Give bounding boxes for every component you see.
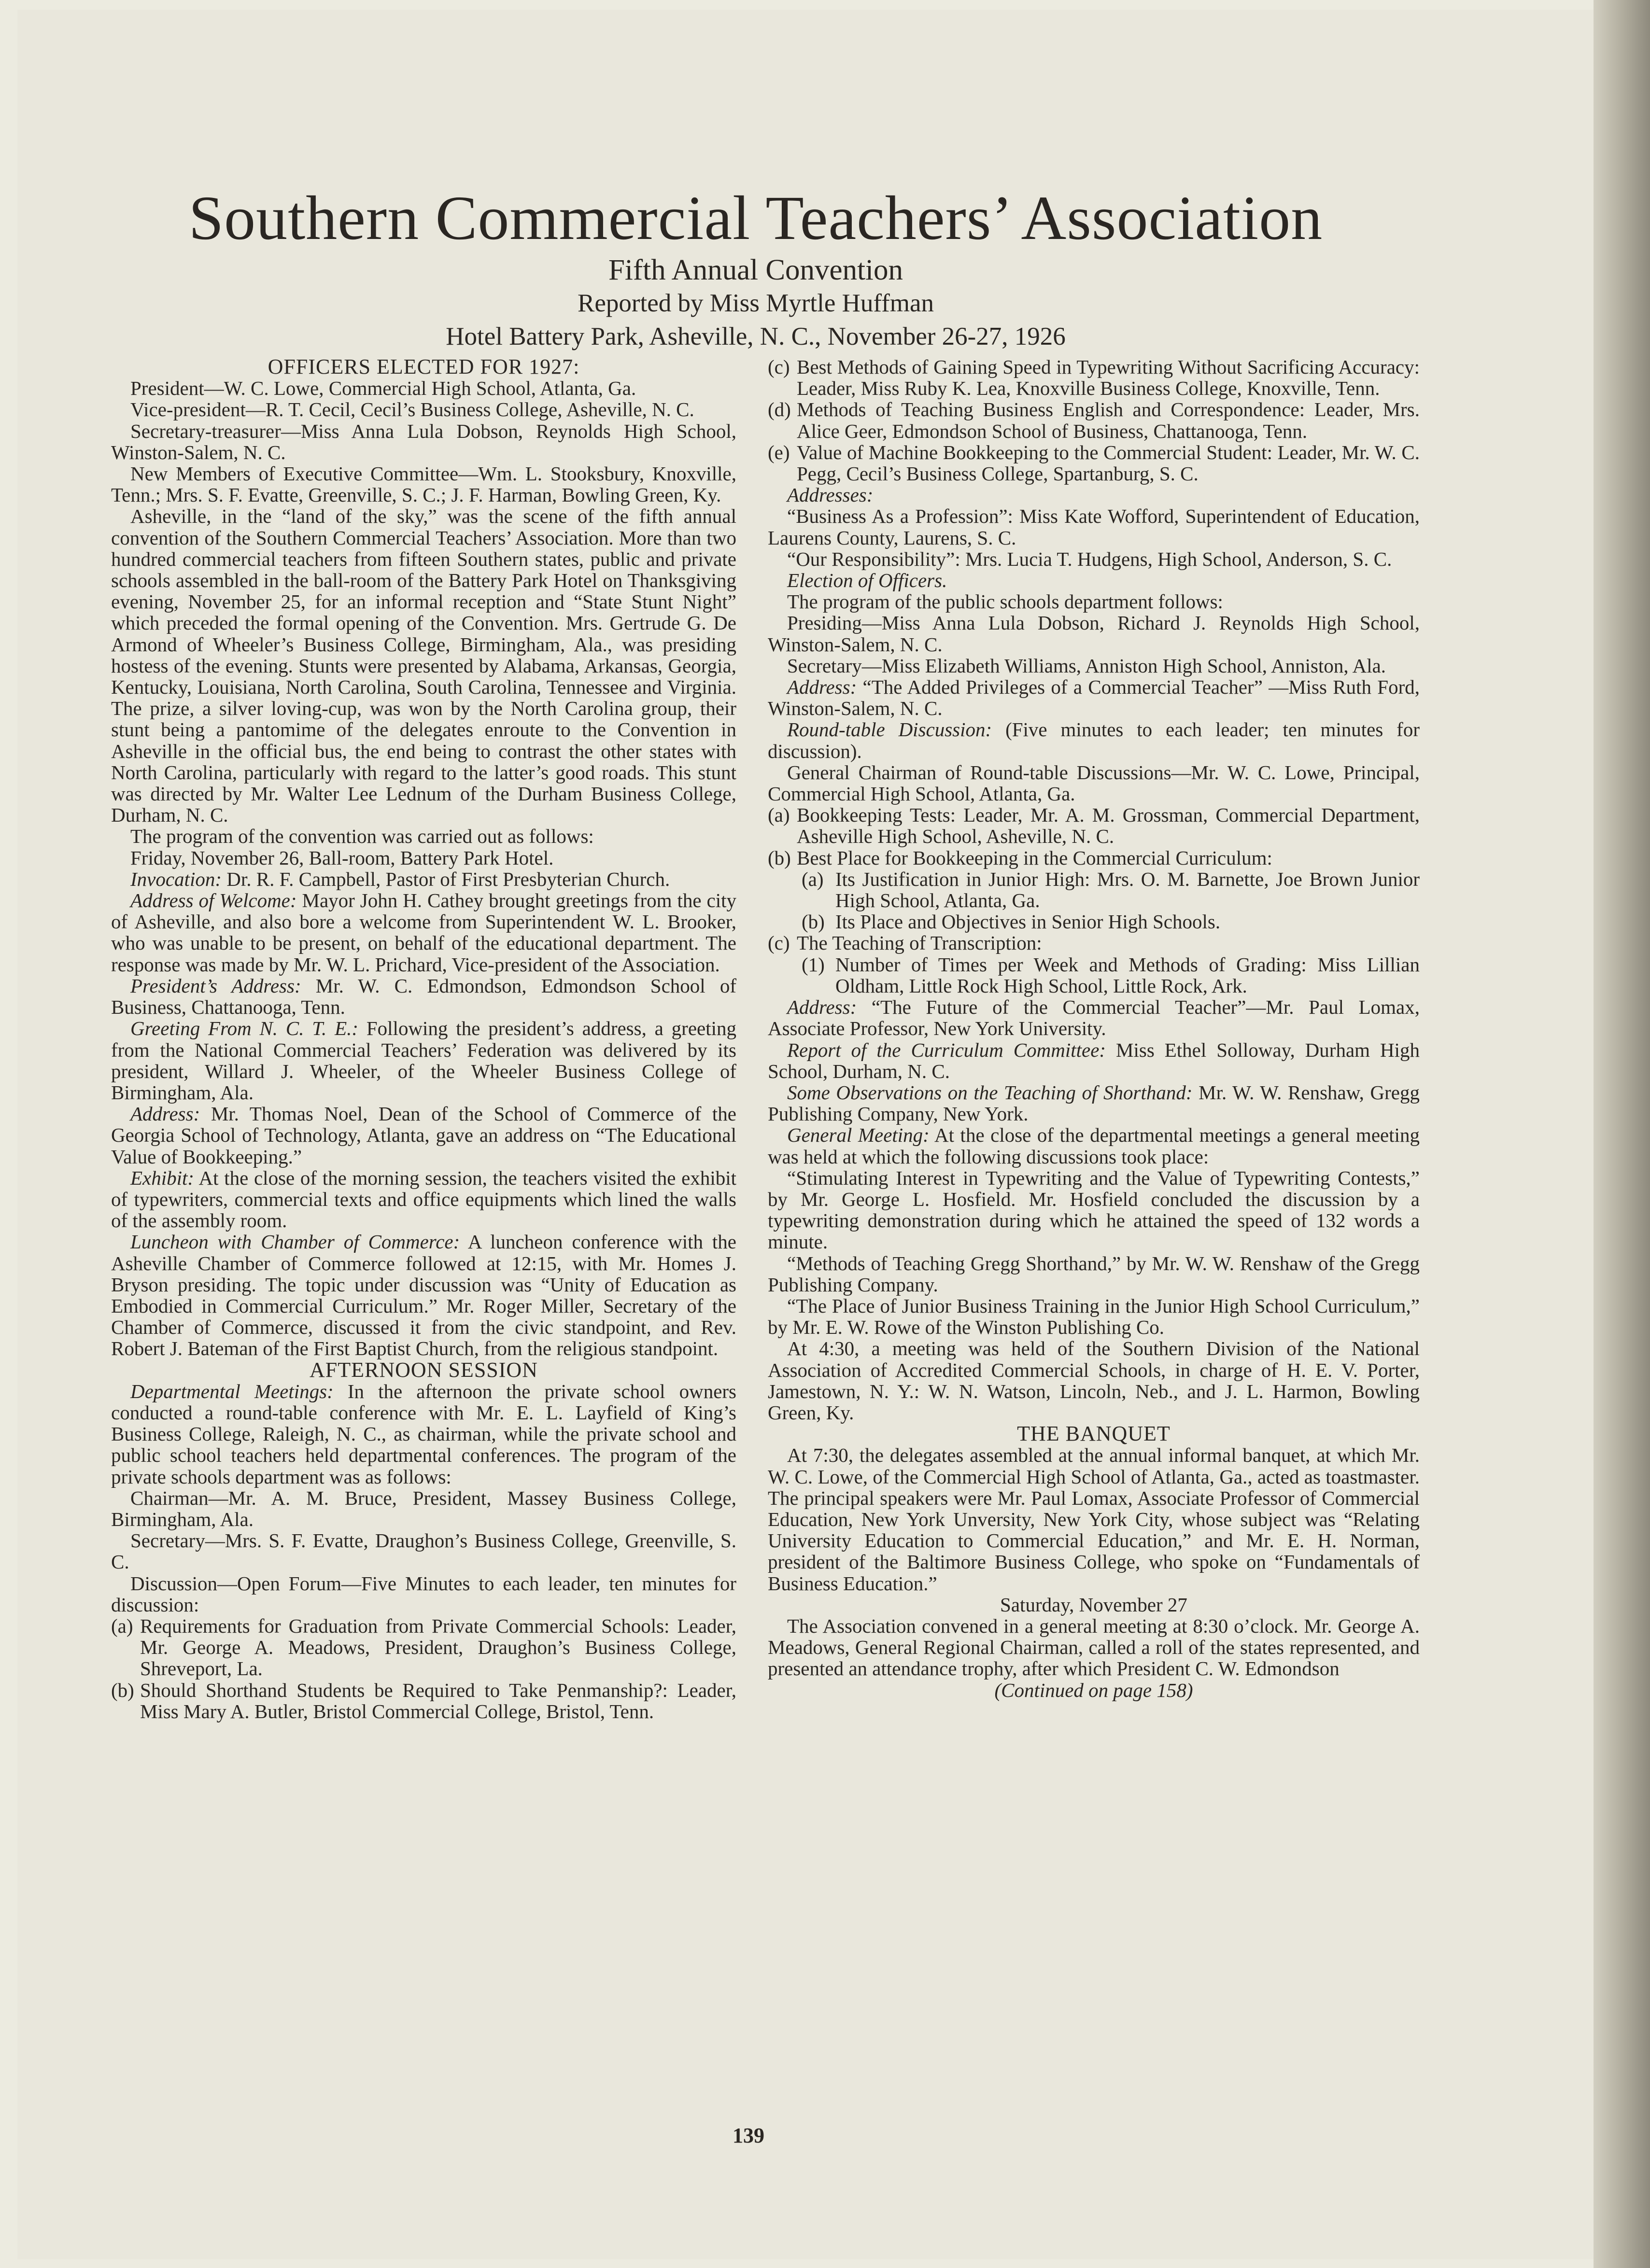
list-text: Its Justification in Junior High: Mrs. O. M. Barnette, Joe Brown Junior High School, Atlanta, Ga. [835,868,1420,912]
paragraph: Chairman—Mr. A. M. Bruce, President, Massey Business College, Birmingham, Ala. [111,1486,736,1530]
paragraph: “Methods of Teaching Gregg Shorthand,” by Mr. W. W. Renshaw of the Gregg Publishing Company. [768,1252,1420,1296]
list-text: Its Place and Objectives in Senior High Schools. [835,910,1221,933]
list-item [768,356,1420,399]
text: At the close of the departmental meetings a general meeting was held at which the following discussions took place: [768,1124,1420,1168]
paragraph [768,1124,1420,1167]
list-marker: (d) [768,398,791,421]
list-marker: (1) [802,953,825,976]
list-item [768,804,1420,847]
section-heading: AFTERNOON SESSION [310,1358,538,1382]
paragraph: “Business As a Profession”: Miss Kate Wofford, Superintendent of Education, Laurens County, Laurens, S. C. [768,505,1420,549]
list-item [768,847,1420,868]
article-reporter: Reported by Miss Myrtle Huffman [578,289,934,317]
list-marker: (a) [768,804,790,826]
section-heading: THE BANQUET [1017,1422,1171,1446]
text: In the afternoon the private school owners conducted a round-table conference with Mr. E. L. Layfield of King’s Business College, Raleigh, N. C., as chairman, while the private school and public school teachers held departmental conferences. The program of the private schools department was as follows: [111,1380,737,1488]
paragraph: New Members of Executive Committee—Wm. L. Stooksbury, Knoxville, Tenn.; Mrs. S. F. Evatte, Greenville, S. C.; J. F. Harman, Bowling Green, Ky. [111,462,736,506]
right-column [768,356,1420,1701]
label: Luncheon with Chamber of Commerce: [130,1231,460,1253]
label: Address of Welcome: [130,889,297,912]
list-text: Best Place for Bookkeeping in the Commercial Curriculum: [797,846,1272,869]
paragraph: Presiding—Miss Anna Lula Dobson, Richard J. Reynolds High School, Winston-Salem, N. C. [768,612,1420,656]
list-marker: (a) [802,868,824,890]
label: Exhibit: [130,1166,195,1189]
paragraph: Secretary—Mrs. S. F. Evatte, Draughon’s Business College, Greenville, S. C. [111,1529,736,1573]
list-text: Number of Times per Week and Methods of Grading: Miss Lillian Oldham, Little Rock High School, Little Rock, Ark. [835,953,1420,997]
paragraph: The program of the public schools department follows: [787,590,1223,613]
list-text: Requirements for Graduation from Private Commercial Schools: Leader, Mr. George A. Meadows, President, Draughon’s Business College, Shreveport, La. [140,1614,736,1680]
book-spine-shadow [1594,0,1650,2268]
paragraph [111,868,736,890]
list-item [768,442,1420,484]
text: Following the president’s address, a greeting from the National Commercial Teachers’ Federation was delivered by its president, Willard J. Wheeler, of the Wheeler Business College of Birmingham, Ala. [111,1017,736,1104]
label: Address: [787,996,857,1019]
label: Address: [787,676,857,699]
article-title: Southern Commercial Teachers’ Association [188,183,1323,253]
label: Report of the Curriculum Committee: [787,1038,1106,1061]
list-marker: (e) [768,441,790,463]
paragraph: “Our Responsibility”: Mrs. Lucia T. Hudgens, High School, Anderson, S. C. [787,547,1392,570]
list-marker: (c) [768,356,790,378]
article-location: Hotel Battery Park, Asheville, N. C., November 26-27, 1926 [446,322,1066,350]
paragraph [111,890,736,975]
label: Address: [130,1103,200,1125]
paragraph: “Stimulating Interest in Typewriting and the Value of Typewriting Contests,” by Mr. George L. Hosfield. Mr. Hosfield concluded the discussion by a typewriting demonstration during which he attained the speed of 132 words a minute. [768,1166,1420,1253]
paragraph: At 4:30, a meeting was held of the Southern Division of the National Association of Accredited Commercial Schools, in charge of H. E. V. Porter, Jamestown, N. Y.: W. N. Watson, Lincoln, Neb., and J. L. Harmon, Bowling Green, Ky. [768,1337,1420,1424]
paragraph [111,1381,736,1487]
text: “The Future of the Commercial Teacher”—Mr. Paul Lomax, Associate Professor, New York University. [768,996,1420,1040]
label: Departmental Meetings: [130,1380,334,1402]
label: General Meeting: [787,1124,930,1147]
label: President’s Address: [130,974,301,997]
paragraph [768,1082,1420,1124]
paragraph [768,676,1420,719]
list-item [111,1680,736,1722]
list-text: The Teaching of Transcription: [797,932,1042,954]
list-text: Bookkeeping Tests: Leader, Mr. A. M. Grossman, Commercial Department, Asheville High School, Asheville, N. C. [797,804,1420,848]
label: Round-table Discussion: [787,718,992,741]
continued-note: (Continued on page 158) [994,1679,1193,1701]
list-item [111,1615,736,1680]
text: (Five minutes to each leader; ten minutes for discussion). [768,718,1420,762]
article-subtitle: Fifth Annual Convention [608,254,903,286]
label: Some Observations on the Teaching of Shorthand: [787,1081,1193,1104]
text: A luncheon conference with the Asheville Chamber of Commerce followed at 12:15, with Mr. Homes J. Bryson presiding. The topic under discussion was “Unity of Education as Embodied in Commercial Curriculum.” Mr. Roger Miller, Secretary of the Chamber of Commerce, discussed it from the civic standpoint, and Rev. Robert J. Bateman of the First Baptist Church, from the religious standpoint. [111,1231,736,1360]
paragraph: At 7:30, the delegates assembled at the annual informal banquet, at which Mr. W. C. Lowe, of the Commercial High School of Atlanta, Ga., acted as toastmaster. The principal speakers were Mr. Paul Lomax, Associate Professor of Commercial Education, New York Unversity, New York City, whose subject was “Relating University Education to Commercial Education,” and Mr. E. H. Norman, president of the Baltimore Business College, who spoke on “Fundamentals of Business Education.” [768,1444,1420,1595]
paragraph [111,1167,736,1232]
list-marker: (c) [768,932,790,954]
text: Dr. R. F. Campbell, Pastor of First Presbyterian Church. [221,868,670,890]
text: Mr. W. W. Renshaw, Gregg Publishing Company, New York. [768,1081,1420,1125]
paragraph: Friday, November 26, Ball-room, Battery Park Hotel. [130,846,554,869]
list-marker: (b) [111,1679,134,1701]
section-heading: OFFICERS ELECTED FOR 1927: [268,355,580,378]
paragraph [111,1018,736,1103]
list-marker: (a) [111,1614,133,1637]
label: Greeting From N. C. T. E.: [130,1017,359,1040]
paragraph [768,719,1420,761]
paragraph: Asheville, in the “land of the sky,” was the scene of the fifth annual convention of the Southern Commercial Teachers’ Association. More than two hundred commercial teachers from fifteen Southern states, public and private schools assembled in the ball-room of the Battery Park Hotel on Thanksgiving evening, November 25, for an informal reception and “State Stunt Night” which preceded the formal opening of the Convention. Mrs. Gertrude G. De Armond of Wheeler’s Business College, Birmingham, Ala., was presiding hostess of the evening. Stunts were presented by Alabama, Arkansas, Georgia, Kentucky, Louisiana, North Carolina, South Carolina, Tennessee and Virginia. The prize, a silver loving-cup, was won by the North Carolina group, their stunt being a pantomime of the delegates enroute to the Convention in Asheville in the official bus, the end being to contrast the other states with North Carolina, particularly with regard to the latter’s good roads. This stunt was directed by Mr. Walter Lee Lednum of the Durham Business College, Durham, N. C. [111,505,736,826]
list-text: Should Shorthand Students be Required to Take Penmanship?: Leader, Miss Mary A. Butler, Bristol Commercial College, Bristol, Tenn. [140,1679,736,1722]
list-text: Best Methods of Gaining Speed in Typewriting Without Sacrificing Accuracy: Leader, Miss Ruby K. Lea, Knoxville Business College, Knoxville, Tenn. [797,356,1420,400]
paragraph [111,1231,736,1359]
text: Mr. W. C. Edmondson, Edmondson School of Business, Chattanooga, Tenn. [111,974,736,1019]
paragraph: Secretary-treasurer—Miss Anna Lula Dobson, Reynolds High School, Winston-Salem, N. C. [111,420,736,463]
left-column [111,356,736,1722]
paragraph [768,1039,1420,1082]
sub-list-item [768,911,1420,932]
text: “The Added Privileges of a Commercial Teacher” —Miss Ruth Ford, Winston-Salem, N. C. [768,676,1420,720]
paragraph: The program of the convention was carried out as follows: [130,825,594,848]
label: Invocation: [130,868,222,890]
text: Mr. Thomas Noel, Dean of the School of Commerce of the Georgia School of Technology, Atlanta, gave an address on “The Educational Value of Bookkeeping.” [111,1103,736,1168]
page-number: 139 [733,2124,764,2147]
paragraph [768,996,1420,1039]
paragraph [111,975,736,1018]
list-marker: (b) [768,846,791,869]
paragraph: The Association convened in a general meeting at 8:30 o’clock. Mr. George A. Meadows, General Regional Chairman, called a roll of the states represented, and presented an attendance trophy, after which President C. W. Edmondson [768,1614,1420,1680]
paragraph: Secretary—Miss Elizabeth Williams, Anniston High School, Anniston, Ala. [787,654,1386,677]
text: Mayor John H. Cathey brought greetings from the city of Asheville, and also bore a welcome from Superintendent W. L. Brooker, who was unable to be present, on behalf of the educational department. The response was made by Mr. W. L. Prichard, Vice-president of the Association. [111,889,736,976]
sub-list-item [768,954,1420,996]
paragraph: President—W. C. Lowe, Commercial High School, Atlanta, Ga. [130,377,636,400]
list-marker: (b) [802,910,825,933]
list-item [768,399,1420,441]
text: At the close of the morning session, the teachers visited the exhibit of typewriters, commercial texts and office equipments which lined the walls of the assembly room. [111,1166,736,1232]
paragraph: General Chairman of Round-table Discussions—Mr. W. C. Lowe, Principal, Commercial High School, Atlanta, Ga. [768,761,1420,805]
list-text: Value of Machine Bookkeeping to the Commercial Student: Leader, Mr. W. C. Pegg, Cecil’s Business College, Spartanburg, S. C. [797,441,1420,485]
list-text: Methods of Teaching Business English and Correspondence: Leader, Mrs. Alice Geer, Edmondson School of Business, Chattanooga, Tenn. [797,398,1420,442]
date-heading: Saturday, November 27 [1000,1593,1187,1616]
paragraph: “The Place of Junior Business Training in the Junior High School Curriculum,” by Mr. E. W. Rowe of the Winston Publishing Co. [768,1294,1420,1339]
list-item [768,932,1420,953]
text: Miss Ethel Solloway, Durham High School, Durham, N. C. [768,1038,1420,1082]
paragraph [111,1103,736,1167]
subheading: Addresses: [787,484,874,506]
subheading: Election of Officers. [787,569,947,592]
paragraph: Vice-president—R. T. Cecil, Cecil’s Business College, Asheville, N. C. [130,398,694,421]
paragraph: Discussion—Open Forum—Five Minutes to each leader, ten minutes for discussion: [111,1572,736,1616]
sub-list-item [768,868,1420,911]
